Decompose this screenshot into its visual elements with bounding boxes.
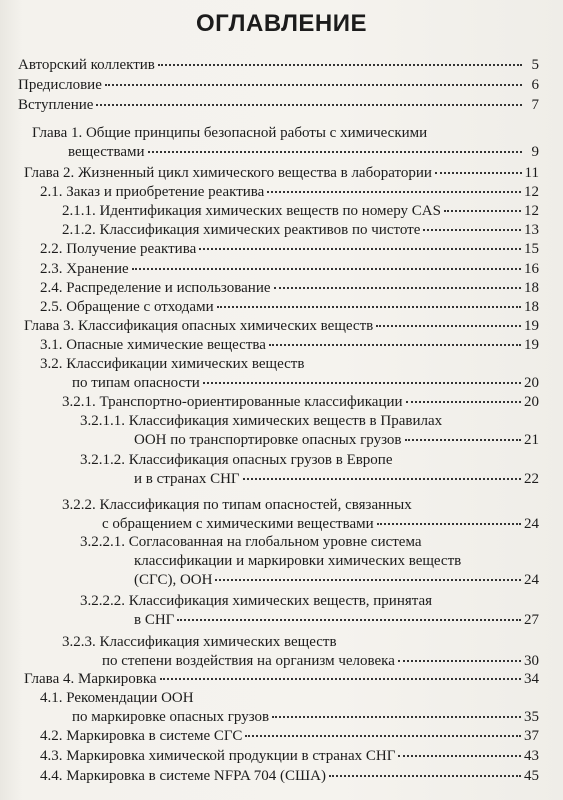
toc-entry[interactable]: [40, 260, 539, 279]
toc-entry[interactable]: [24, 124, 539, 162]
toc-entry-page: 12: [524, 184, 539, 200]
toc-entry[interactable]: [80, 592, 539, 630]
toc-entry-title-line1: 4.1. Рекомендации ООН: [40, 690, 194, 706]
toc-entry-page: 7: [531, 97, 539, 113]
toc-entry-title: 4.4. Маркировка в системе NFPA 704 (США): [40, 768, 327, 784]
toc-entry[interactable]: [24, 317, 539, 336]
toc-entry[interactable]: [40, 183, 539, 202]
toc-entry-title: Глава 4. Маркировка: [24, 671, 157, 687]
leader-dots: [269, 344, 521, 346]
toc-entry-title: 2.5. Обращение с отходами: [40, 299, 214, 315]
toc-entry[interactable]: [40, 279, 539, 298]
toc-entry-page: 20: [524, 375, 539, 391]
leader-dots: [329, 775, 521, 777]
toc-entry[interactable]: [62, 633, 539, 671]
toc-entry[interactable]: [18, 76, 539, 95]
toc-entry-page: 27: [524, 612, 539, 628]
toc-entry-title: веществами: [68, 144, 145, 160]
toc-entry-page: 5: [531, 57, 539, 73]
toc-entry-page: 9: [531, 144, 539, 160]
toc-entry-page: 16: [524, 261, 539, 277]
toc-entry-title: Предисловие: [18, 77, 102, 93]
leader-dots: [444, 210, 521, 212]
toc-entry-title-line1: 3.2.2.1. Согласованная на глобальном уровне система: [80, 534, 422, 550]
leader-dots: [245, 735, 521, 737]
leader-dots: [274, 287, 521, 289]
leader-dots: [243, 478, 521, 480]
toc-entry-title: 4.2. Маркировка в системе СГС: [40, 728, 243, 744]
toc-entry-page: 11: [524, 165, 539, 181]
toc-entry[interactable]: [40, 747, 539, 766]
toc-entry-page: 19: [524, 318, 539, 334]
leader-dots: [160, 678, 521, 680]
toc-entry-title: 2.1.2. Классификация химических реактивов по чистоте: [62, 222, 421, 238]
toc-entry-title-line1: 3.2.2. Классификация по типам опасностей, связанных: [62, 497, 412, 513]
toc-entry[interactable]: [62, 496, 539, 534]
toc-entry-title-line1: 3.2.3. Классификация химических веществ: [62, 634, 337, 650]
leader-dots: [132, 268, 521, 270]
toc-entry-page: 22: [524, 471, 539, 487]
toc-entry-title: 2.1. Заказ и приобретение реактива: [40, 184, 265, 200]
toc-entry-page: 30: [524, 653, 539, 669]
toc-entry[interactable]: [40, 767, 539, 786]
toc-entry[interactable]: [18, 56, 539, 75]
toc-entry-title: по степени воздействия на организм человека: [102, 653, 395, 669]
toc-entry-title: Глава 2. Жизненный цикл химического вещества в лаборатории: [24, 165, 432, 181]
toc-entry-title: по типам опасности: [72, 375, 200, 391]
toc-entry-page: 45: [524, 768, 539, 784]
leader-dots: [215, 579, 521, 581]
toc-entry-page: 6: [531, 77, 539, 93]
leader-dots: [203, 382, 521, 384]
toc-entry-title: Авторский коллектив: [18, 57, 155, 73]
toc-entry-title: с обращением с химическими веществами: [102, 516, 374, 532]
leader-dots: [272, 716, 521, 718]
toc-entry-page: 19: [524, 337, 539, 353]
toc-entry-title: в СНГ: [134, 612, 175, 628]
leader-dots: [398, 660, 521, 662]
leader-dots: [377, 523, 521, 525]
toc-entry[interactable]: [40, 689, 539, 727]
toc-entry-page: 20: [524, 394, 539, 410]
toc-entry-title: 2.1.1. Идентификация химических веществ по номеру CAS: [62, 203, 441, 219]
toc-entry-title: и в странах СНГ: [134, 471, 240, 487]
toc-entry-title-line1: 3.2. Классификации химических веществ: [40, 356, 305, 372]
toc-entry[interactable]: [62, 221, 539, 240]
leader-dots: [398, 755, 521, 757]
leader-dots: [435, 172, 522, 174]
toc-entry-page: 43: [524, 748, 539, 764]
toc-entry[interactable]: [80, 451, 539, 489]
toc-entry-page: 15: [524, 241, 539, 257]
leader-dots: [148, 151, 522, 153]
page-title: ОГЛАВЛЕНИЕ: [195, 10, 368, 37]
toc-entry-title: 2.3. Хранение: [40, 261, 129, 277]
toc-entry[interactable]: [80, 533, 539, 590]
toc-entry-page: 24: [524, 572, 539, 588]
toc-entry[interactable]: [40, 240, 539, 259]
toc-entry-title: Глава 3. Классификация опасных химических веществ: [24, 318, 374, 334]
toc-entry[interactable]: [62, 393, 539, 412]
leader-dots: [177, 619, 521, 621]
leader-dots: [105, 84, 522, 86]
toc-entry[interactable]: [62, 202, 539, 221]
toc-entry-title: 2.2. Получение реактива: [40, 241, 197, 257]
toc-entry-title: 3.2.1. Транспортно-ориентированные классификации: [62, 394, 403, 410]
toc-entry-title-line1: 3.2.1.1. Классификация химических веществ в Правилах: [80, 413, 443, 429]
leader-dots: [376, 325, 521, 327]
toc-entry[interactable]: [40, 336, 539, 355]
toc-entry-title: 3.1. Опасные химические вещества: [40, 337, 266, 353]
toc-entry-page: 37: [524, 728, 539, 744]
toc-entry[interactable]: [40, 298, 539, 317]
toc-entry-title: Вступление: [18, 97, 94, 113]
toc-entry-title: 2.4. Распределение и использование: [40, 280, 271, 296]
toc-entry-page: 18: [524, 299, 539, 315]
toc-entry-title-line2: классификации и маркировки химических веществ: [134, 553, 462, 569]
toc-entry-page: 21: [524, 432, 539, 448]
toc-entry-title: 4.3. Маркировка химической продукции в странах СНГ: [40, 748, 396, 764]
toc-entry-page: 13: [524, 222, 539, 238]
toc-entry-title-line1: 3.2.1.2. Классификация опасных грузов в Европе: [80, 452, 393, 468]
toc-entry-title-line1: Глава 1. Общие принципы безопасной работы с химическими: [32, 125, 428, 141]
toc-entry[interactable]: [18, 96, 539, 115]
leader-dots: [158, 64, 522, 66]
toc-entry-page: 12: [524, 203, 539, 219]
leader-dots: [96, 104, 522, 106]
leader-dots: [199, 248, 521, 250]
toc-entry-title-line1: 3.2.2.2. Классификация химических веществ, принятая: [80, 593, 433, 609]
toc-entry[interactable]: [24, 670, 539, 689]
leader-dots: [267, 191, 521, 193]
leader-dots: [405, 439, 522, 441]
toc-entry-page: 35: [524, 709, 539, 725]
toc-entry[interactable]: [40, 355, 539, 393]
toc-entry[interactable]: [40, 727, 539, 746]
toc-entry-page: 24: [524, 516, 539, 532]
toc-entry-title: по маркировке опасных грузов: [72, 709, 270, 725]
toc-entry-page: 34: [524, 671, 539, 687]
leader-dots: [406, 401, 521, 403]
toc-entry[interactable]: [24, 164, 539, 183]
leader-dots: [217, 306, 521, 308]
toc-entry-title: ООН по транспортировке опасных грузов: [134, 432, 402, 448]
leader-dots: [423, 229, 521, 231]
toc-entry-page: 18: [524, 280, 539, 296]
toc-entry[interactable]: [80, 412, 539, 450]
toc-entry-title: (СГС), ООН: [134, 572, 213, 588]
